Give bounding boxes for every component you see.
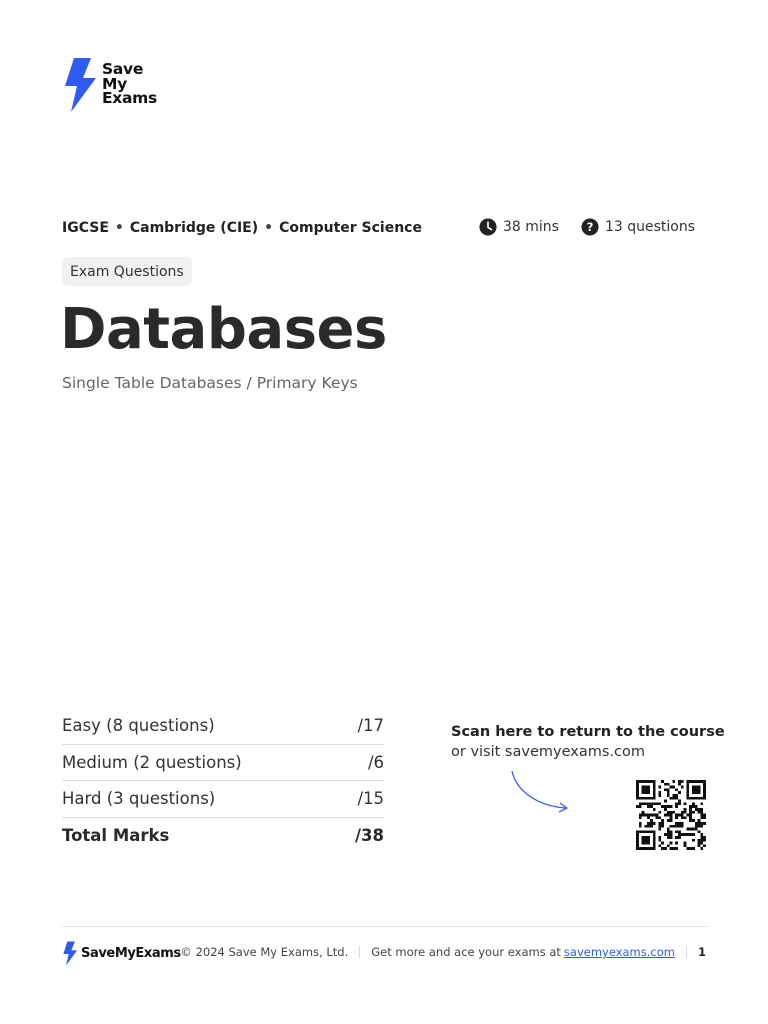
marks-label: Medium (2 questions) — [62, 752, 242, 772]
category-badge: Exam Questions — [62, 257, 192, 286]
curved-arrow-icon — [508, 768, 572, 814]
scan-block — [451, 724, 725, 760]
marks-value: /15 — [357, 789, 384, 809]
marks-row-total — [62, 818, 384, 855]
duration-stat — [479, 218, 559, 236]
page-number: 1 — [697, 945, 706, 959]
page-subtitle: Single Table Databases / Primary Keys — [62, 374, 358, 392]
breadcrumb-subject: Computer Science — [279, 220, 422, 236]
breadcrumb-separator: • — [264, 220, 274, 236]
footer-brand-name: SaveMyExams — [81, 946, 181, 961]
duration-text: 38 mins — [502, 219, 559, 235]
marks-value: /6 — [367, 752, 384, 772]
questions-text: 13 questions — [604, 219, 695, 235]
page-title: Databases — [60, 297, 387, 362]
marks-value: /17 — [357, 716, 384, 736]
breadcrumb-level: IGCSE — [62, 220, 109, 236]
lightning-bolt-icon — [62, 58, 98, 112]
marks-value: /38 — [355, 826, 384, 846]
footer-separator — [359, 946, 360, 958]
questions-stat — [581, 218, 695, 236]
qr-code[interactable] — [634, 780, 708, 850]
brand-logo-text — [102, 62, 157, 106]
footer-info — [180, 945, 706, 959]
exam-stats — [479, 218, 695, 236]
logo-line: My — [102, 74, 127, 93]
logo-line: Exams — [102, 89, 157, 107]
marks-label: Total Marks — [62, 826, 170, 846]
marks-table — [62, 708, 384, 854]
promo-text: Get more and ace your exams at — [371, 945, 561, 959]
footer-logo — [62, 941, 181, 966]
meta-row — [62, 218, 708, 238]
footer-separator — [686, 946, 687, 958]
marks-row-hard — [62, 781, 384, 818]
question-icon — [581, 218, 599, 236]
marks-row-easy — [62, 708, 384, 745]
brand-logo — [62, 58, 157, 112]
copyright-text: © 2024 Save My Exams, Ltd. — [180, 945, 349, 959]
logo-line: Save — [102, 60, 144, 78]
scan-subtitle: or visit savemyexams.com — [451, 744, 645, 760]
clock-icon — [479, 218, 497, 236]
breadcrumb-board: Cambridge (CIE) — [129, 220, 259, 236]
marks-label: Easy (8 questions) — [62, 716, 215, 736]
svg-text:?: ? — [586, 220, 594, 235]
website-link[interactable]: savemyexams.com — [563, 945, 675, 959]
breadcrumb-separator: • — [114, 220, 124, 236]
lightning-bolt-icon — [62, 941, 78, 966]
marks-label: Hard (3 questions) — [62, 789, 216, 809]
footer-divider — [62, 926, 708, 927]
marks-row-medium — [62, 745, 384, 782]
breadcrumb — [62, 220, 422, 236]
scan-title: Scan here to return to the course — [451, 724, 725, 740]
